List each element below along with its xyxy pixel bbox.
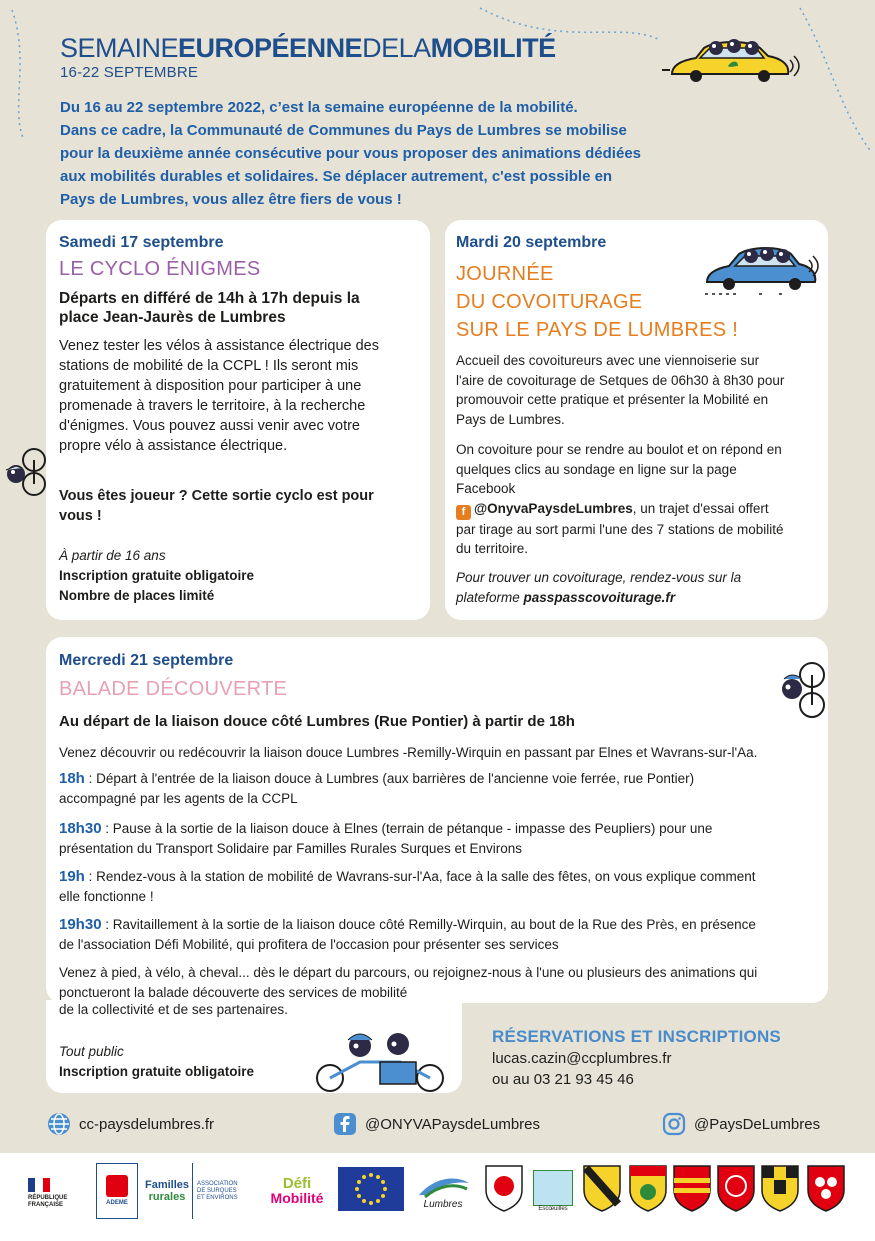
schedule-time: 18h30 [59,820,102,837]
body-line: promouvoir cette pratique et présenter la Mobilité en [456,392,769,407]
event-description [456,351,824,429]
logo-text: ADEME [106,1200,128,1206]
eu-stars-icon [351,1171,391,1207]
header-dates: 16-22 SEPTEMBRE [60,64,199,81]
body-line: propre vélo à assistance électrique. [59,438,288,454]
schedule-time: 18h [59,770,85,787]
coat-of-arms-4 [672,1163,712,1213]
coat-of-arms-7 [806,1163,846,1213]
schedule-line: de l'association Défi Mobilité, qui profitera de l'occasion pour présenter ses services [59,936,559,952]
lumbres-swoosh-icon [415,1173,471,1199]
title-line: JOURNÉE [456,263,554,285]
schedule-line: présentation du Transport Solidaire par Familles Rurales Surques et Environs [59,840,522,856]
shield-icon [672,1164,712,1212]
intro-line: Pays de Lumbres, vous allez être fiers de vous ! [60,191,402,208]
coat-of-arms-1 [484,1163,524,1213]
schedule-item [59,769,819,808]
age-requirement: À partir de 16 ans [59,548,166,563]
body-line: l'aire de covoiturage de Setques de 06h30 à 8h30 pour [456,372,785,388]
event-day: Samedi 17 septembre [59,234,224,251]
title-la: LA [398,33,431,63]
body-line: Accueil des covoitureurs avec une viennoiserie sur [456,353,760,368]
schedule-item [59,915,824,954]
body-line: quelques clics au sondage en ligne sur la page [456,461,737,477]
logo-text: Familles [144,1179,190,1191]
schedule-text: : Ravitaillement à la sortie de la liaison douce côté Remilly-Wirquin, au bout de la Rue des Près, en présence [101,917,756,932]
coat-of-arms-3 [628,1163,668,1213]
question-line: Vous êtes joueur ? Cette sortie cyclo est pour [59,488,374,504]
body-line: Venez tester les vélos à assistance électrique des [59,338,379,354]
logo-text: Lumbres [423,1198,463,1210]
body-line: stations de mobilité de la CCPL ! Ils seront mis [59,358,359,374]
republique-francaise-logo [28,1163,82,1223]
schedule-item [59,867,824,906]
shield-icon [806,1164,846,1212]
intro-line: Dans ce cadre, la Communauté de Communes du Pays de Lumbres se mobilise [60,122,627,139]
places-note: Nombre de places limité [59,588,215,603]
eu-flag-logo [338,1167,404,1211]
footer-website[interactable] [47,1112,214,1136]
intro-paragraph [60,96,720,211]
schedule-text: : Pause à la sortie de la liaison douce à Elnes (terrain de pétanque - impasse des Peupliers) pour une [101,821,713,836]
body-text: , un trajet d'essai offert [632,500,769,516]
body-line: gratuitement à disposition pour participer à une [59,378,362,394]
body-line [456,588,824,608]
bike-character-illustration [2,446,50,498]
subtitle-line: Départs en différé de 14h à 17h depuis la [59,290,360,307]
event-day: Mercredi 21 septembre [59,652,234,669]
logo-text: rurales [148,1191,186,1203]
facebook-handle-link[interactable]: @OnyvaPaysdeLumbres [474,500,633,516]
page-title [60,33,556,64]
logo-text: Défi [282,1175,312,1192]
facebook-icon: f [456,505,471,520]
event-card-balade-footer [46,1000,462,1093]
reservations-title: RÉSERVATIONS ET INSCRIPTIONS [492,1027,781,1046]
body-line: du territoire. [456,541,529,556]
body-text: plateforme [456,589,524,605]
defi-mobilite-logo [262,1163,332,1219]
partner-logos-strip [0,1153,875,1241]
body-line: promenade à travers le territoire, à la recherche [59,398,366,414]
event-day: Mardi 20 septembre [456,234,607,251]
body-line: Facebook [456,481,516,496]
logo-text: FRANÇAISE [28,1201,64,1208]
title-line: SUR LE PAYS DE LUMBRES ! [456,319,739,341]
title-semaine: SEMAINE [60,33,179,63]
website-link[interactable]: cc-paysdelumbres.fr [79,1115,215,1133]
escoeuilles-logo [530,1163,576,1219]
logo-text: Escœuilles [538,1205,568,1212]
lumbres-logo [410,1163,476,1219]
instagram-icon [662,1112,686,1136]
shield-icon [628,1164,668,1212]
footer-instagram[interactable] [662,1112,820,1136]
subtitle-line: place Jean-Jaurès de Lumbres [59,309,286,326]
logo-text: Mobilité [270,1190,324,1206]
event-card-balade [46,637,828,1003]
schedule-line [59,915,824,935]
event-intro: Venez découvrir ou redécouvrir la liaison douce Lumbres -Remilly-Wirquin en passant par Elnes et Wavrans-sur-l'Aa. [59,745,758,760]
bike-character-illustration [772,659,830,723]
schedule-text: : Rendez-vous à la station de mobilité de Wavrans-sur-l'Aa, face à la salle des fêtes, on vous explique comment [84,869,756,884]
closing-line: ponctueront la balade découverte des services de mobilité [59,984,408,1000]
escoeuilles-mark-icon [533,1170,573,1206]
familles-rurales-logo [144,1163,190,1219]
title-de: DE [362,33,399,63]
coat-of-arms-5 [716,1163,756,1213]
coat-of-arms-6 [760,1163,800,1213]
event-question [59,486,419,526]
carpool-site-link[interactable]: passpasscovoiturage.fr [523,589,676,605]
intro-line: Du 16 au 22 septembre 2022, c’est la semaine européenne de la mobilité. [60,99,578,116]
event-card-cyclo [46,220,430,620]
ademe-mark-icon [106,1175,128,1197]
instagram-link[interactable]: @PaysDeLumbres [694,1115,821,1133]
title-europeenne: EUROPÉENNE [178,33,363,63]
schedule-time: 19h [59,868,85,885]
facebook-icon [333,1112,357,1136]
closing-line: Venez à pied, à vélo, à cheval... dès le départ du parcours, ou rejoignez-nous à l'une ou plusieurs des animations qui [59,965,758,980]
event-survey-text [456,440,824,559]
body-line: d'énigmes. Vous pouvez aussi venir avec votre [59,418,360,434]
event-closing: de la collectivité et de ses partenaires. [59,1002,288,1017]
event-card-covoiturage [445,220,828,620]
shield-icon [760,1164,800,1212]
schedule-item [59,819,819,858]
logo-text: RÉPUBLIQUE [28,1194,68,1201]
intro-line: aux mobilités durables et solidaires. Se déplacer autrement, c'est possible en [60,168,613,185]
inscription-note: Inscription gratuite obligatoire [59,1064,255,1079]
association-surques-logo [192,1163,258,1219]
event-title: LE CYCLO ÉNIGMES [59,258,261,280]
blue-car-illustration [699,238,823,298]
body-line: On covoiture pour se rendre au boulot et on répond en [456,442,782,457]
title-line: DU COVOITURAGE [456,291,643,313]
event-subtitle: Au départ de la liaison douce côté Lumbres (Rue Pontier) à partir de 18h [59,713,575,730]
globe-icon [47,1112,71,1136]
schedule-time: 19h30 [59,916,102,933]
logo-text: ET ENVIRONS [197,1194,238,1201]
shield-icon [484,1164,524,1212]
coat-of-arms-2 [582,1163,622,1213]
body-line: par tirage au sort parmi l'une des 7 stations de mobilité [456,521,784,537]
ademe-logo [96,1163,138,1219]
event-closing [59,963,829,1002]
schedule-line: elle fonctionne ! [59,888,154,904]
question-line: vous ! [59,508,102,524]
schedule-line [59,819,819,839]
intro-line: pour la deuxième année consécutive pour vous proposer des animations dédiées [60,145,642,162]
french-flag-icon [28,1178,50,1192]
body-line [456,499,824,520]
inscription-note: Inscription gratuite obligatoire [59,568,255,583]
reservations-email-link[interactable]: lucas.cazin@ccplumbres.fr [492,1050,672,1067]
shield-icon [716,1164,756,1212]
schedule-line [59,769,819,789]
event-description [59,336,419,456]
carpool-platform-text [456,568,824,607]
facebook-link[interactable]: @ONYVAPaysdeLumbres [365,1115,541,1133]
body-line: Pays de Lumbres. [456,411,565,427]
schedule-text: : Départ à l'entrée de la liaison douce à Lumbres (aux barrières de l'ancienne voie ferrée, rue Pontier) [84,771,695,786]
title-mobilite: MOBILITÉ [430,33,556,63]
tandem-bike-illustration [310,1026,460,1094]
footer-facebook[interactable] [333,1112,540,1136]
event-subtitle [59,289,419,327]
schedule-line: accompagné par les agents de la CCPL [59,790,298,806]
body-line: Pour trouver un covoiturage, rendez-vous sur la [456,570,742,585]
logo-text: DE SURQUES [197,1187,237,1194]
shield-icon [582,1164,622,1212]
yellow-car-illustration [660,34,800,90]
reservations-phone: ou au 03 21 93 45 46 [492,1071,634,1088]
schedule-line [59,867,824,887]
event-title [456,260,738,344]
audience-note: Tout public [59,1044,124,1059]
logo-text: ASSOCIATION [197,1180,238,1187]
event-title: BALADE DÉCOUVERTE [59,678,288,700]
